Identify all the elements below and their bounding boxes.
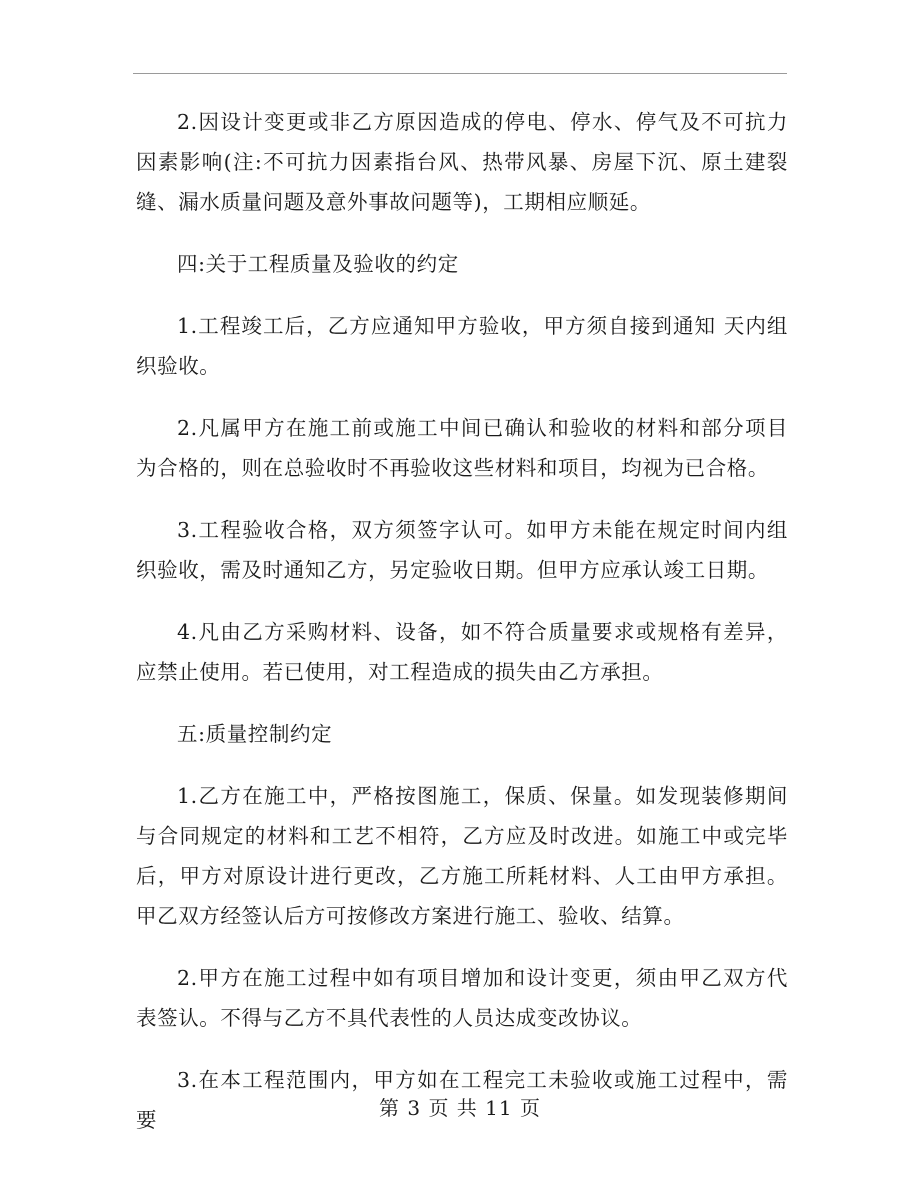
paragraph: 2.凡属甲方在施工前或施工中间已确认和验收的材料和部分项目为合格的，则在总验收时不再验收这些材料和项目，均视为已合格。	[136, 416, 788, 480]
paragraph: 1.乙方在施工中，严格按图施工，保质、保量。如发现装修期间与合同规定的材料和工艺不相符，乙方应及时改进。如施工中或完毕后，甲方对原设计进行更改，乙方施工所耗材料、人工由甲方承担。甲乙双方经签认后方可按修改方案进行施工、验收、结算。	[136, 784, 788, 928]
paragraph: 3.工程验收合格，双方须签字认可。如甲方未能在规定时间内组织验收，需及时通知乙方，另定验收日期。但甲方应承认竣工日期。	[136, 518, 788, 582]
paragraph: 1.工程竣工后，乙方应通知甲方验收，甲方须自接到通知 天内组织验收。	[136, 314, 788, 378]
header-rule	[133, 73, 787, 74]
paragraph: 2.甲方在施工过程中如有项目增加和设计变更，须由甲乙双方代表签认。不得与乙方不具代表性的人员达成变改协议。	[136, 966, 788, 1030]
section-heading: 四:关于工程质量及验收的约定	[177, 252, 459, 276]
section-heading: 五:质量控制约定	[177, 722, 333, 746]
paragraph: 4.凡由乙方采购材料、设备，如不符合质量要求或规格有差异，应禁止使用。若已使用，对工程造成的损失由乙方承担。	[136, 620, 788, 684]
paragraph: 3.在本工程范围内，甲方如在工程完工未验收或施工过程中，需要	[136, 1068, 788, 1132]
paragraph: 2.因设计变更或非乙方原因造成的停电、停水、停气及不可抗力因素影响(注:不可抗力因素指台风、热带风暴、房屋下沉、原土建裂缝、漏水质量问题及意外事故问题等)，工期相应顺延。	[136, 110, 788, 214]
document-body	[136, 102, 788, 1162]
page-footer: 第 3 页 共 11 页	[379, 1096, 541, 1120]
